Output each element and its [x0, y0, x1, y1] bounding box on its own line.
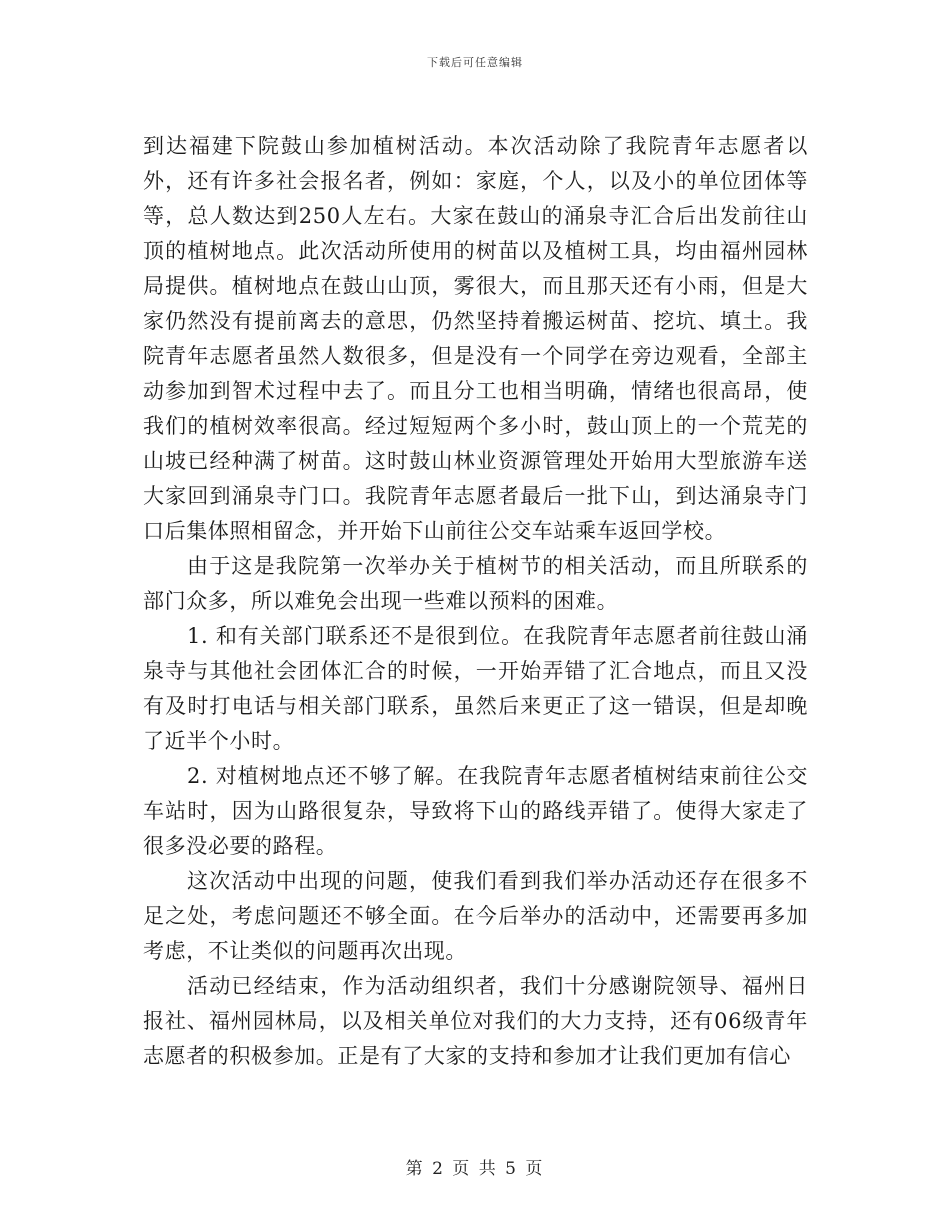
paragraph-activity-description: 到达福建下院鼓山参加植树活动。本次活动除了我院青年志愿者以外，还有许多社会报名者，例如：家庭，个人，以及小的单位团体等等，总人数达到250人左右。大家在鼓山的涌泉寺汇合后出发前往山顶的植树地点。此次活动所使用的树苗以及植树工具，均由福州园林局提供。植树地点在鼓山山顶，雾很大，而且那天还有小雨，但是大家仍然没有提前离去的意思，仍然坚持着搬运树苗、挖坑、填土。我院青年志愿者虽然人数很多，但是没有一个同学在旁边观看，全部主动参加到智术过程中去了。而且分工也相当明确，情绪也很高昂，使我们的植树效率很高。经过短短两个多小时，鼓山顶上的一个荒芜的山坡已经种满了树苗。这时鼓山林业资源管理处开始用大型旅游车送大家回到涌泉寺门口。我院青年志愿者最后一批下山，到达涌泉寺门口后集体照相留念，并开始下山前往公交车站乘车返回学校。 — [143, 134, 808, 543]
page-number-footer: 第 2 页 共 5 页 — [405, 1159, 545, 1179]
paragraph-acknowledgements: 活动已经结束，作为活动组织者，我们十分感谢院领导、福州日报社、福州园林局，以及相关单位对我们的大力支持，还有06级青年志愿者的积极参加。正是有了大家的支持和参加才让我们更加有信心 — [143, 974, 808, 1068]
document-body — [143, 129, 808, 1074]
paragraph-issue-contact: 1. 和有关部门联系还不是很到位。在我院青年志愿者前往鼓山涌泉寺与其他社会团体汇合的时候，一开始弄错了汇合地点，而且又没有及时打电话与相关部门联系，虽然后来更正了这一错误，但是却晚了近半个小时。 — [143, 624, 808, 753]
paragraph-issue-location: 2. 对植树地点还不够了解。在我院青年志愿者植树结束前往公交车站时，因为山路很复杂，导致将下山的路线弄错了。使得大家走了很多没必要的路程。 — [143, 764, 808, 858]
paragraph-difficulties-intro: 由于这是我院第一次举办关于植树节的相关活动，而且所联系的部门众多，所以难免会出现一些难以预料的困难。 — [143, 554, 808, 613]
paragraph-lessons: 这次活动中出现的问题，使我们看到我们举办活动还存在很多不足之处，考虑问题还不够全面。在今后举办的活动中，还需要再多加考虑，不让类似的问题再次出现。 — [143, 869, 808, 963]
page-header: 下载后可任意编辑 — [427, 56, 523, 69]
